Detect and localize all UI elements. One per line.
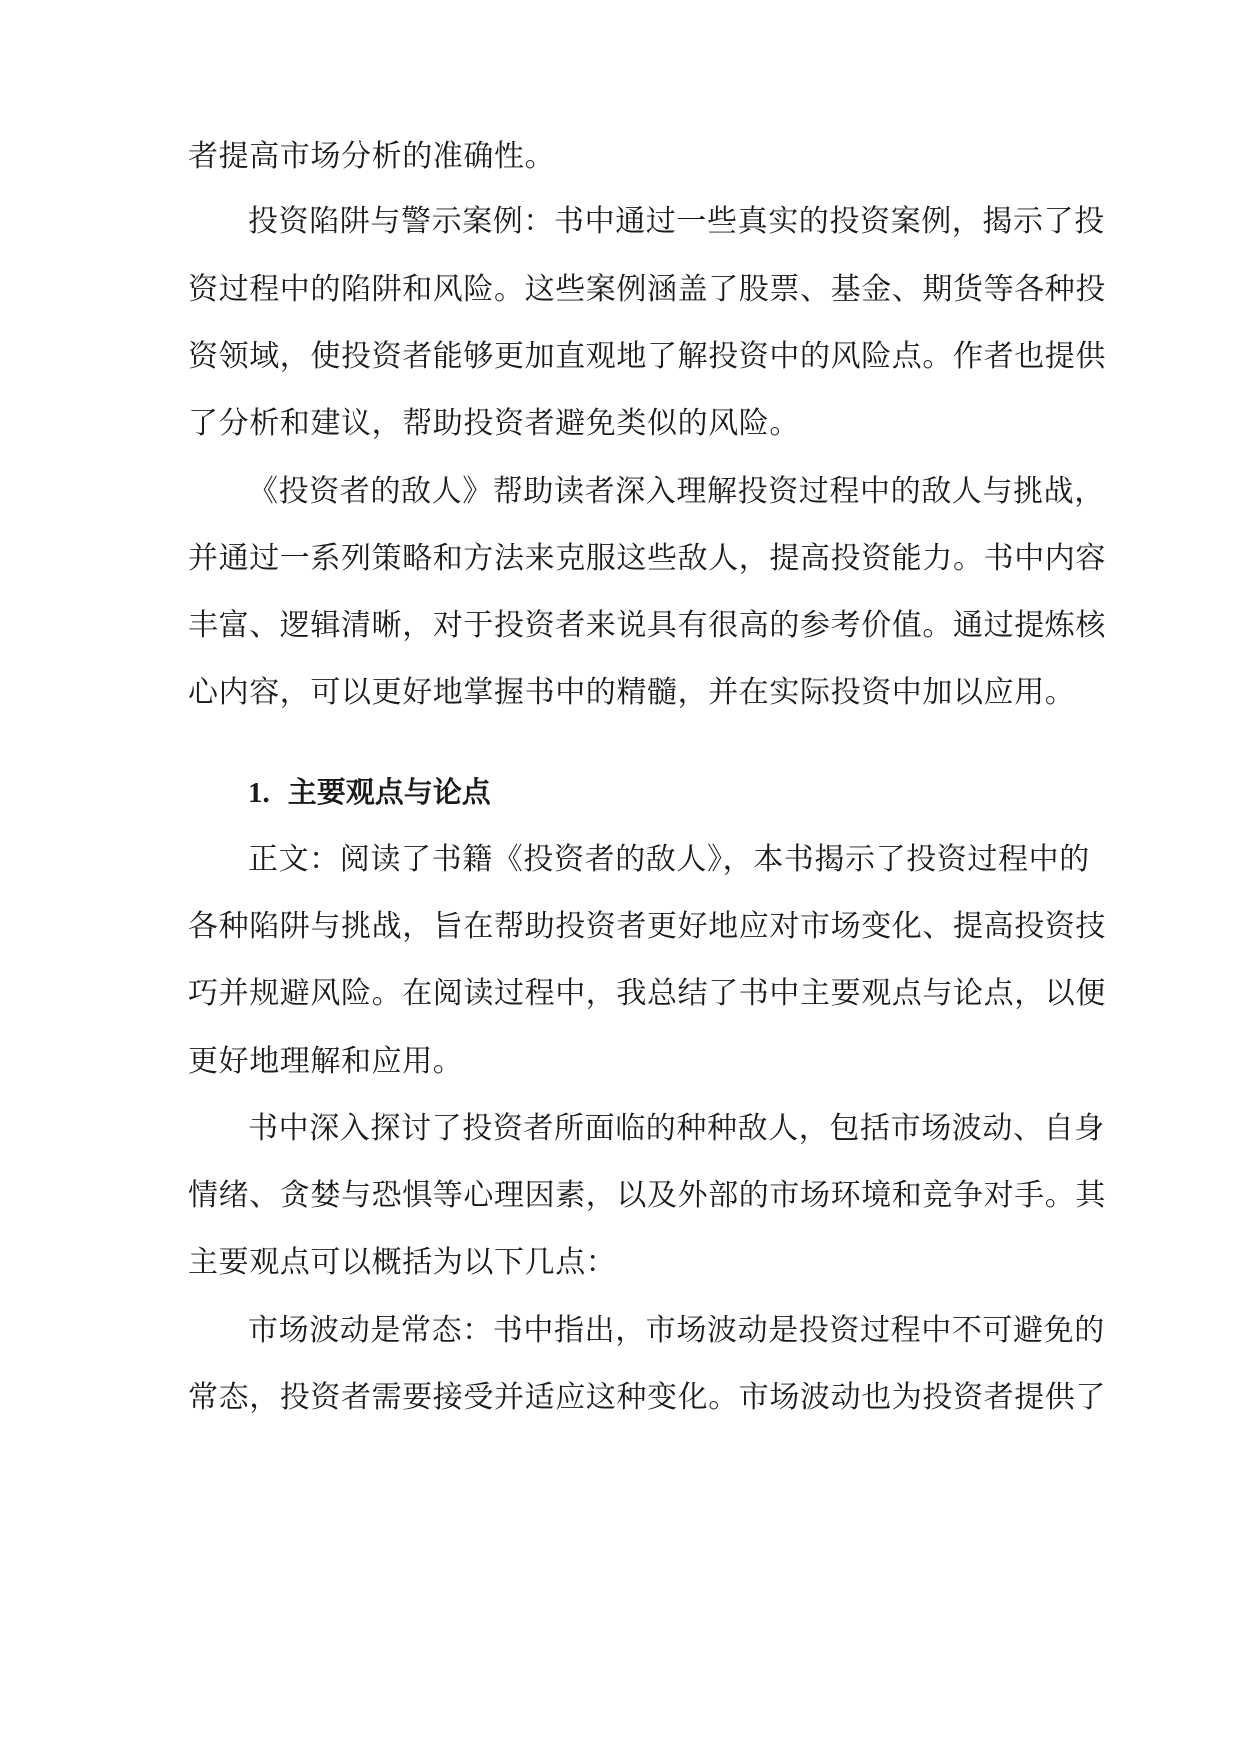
paragraph-line: 投资陷阱与警示案例：书中通过一些真实的投资案例，揭示了投 <box>248 204 1105 239</box>
paragraph-line: 资领域，使投资者能够更加直观地了解投资中的风险点。作者也提供 <box>188 339 1106 374</box>
paragraph-line: 丰富、逻辑清晰，对于投资者来说具有很高的参考价值。通过提炼核 <box>188 608 1106 643</box>
paragraph-line: 正文：阅读了书籍《投资者的敌人》，本书揭示了投资过程中的 <box>248 842 1090 877</box>
section-number: 1. <box>248 777 270 809</box>
paragraph-line: 书中深入探讨了投资者所面临的种种敌人，包括市场波动、自身 <box>248 1111 1105 1146</box>
paragraph-line: 更好地理解和应用。 <box>188 1044 464 1079</box>
paragraph-line: 心内容，可以更好地掌握书中的精髓，并在实际投资中加以应用。 <box>188 675 1076 710</box>
paragraph-line: 了分析和建议，帮助投资者避免类似的风险。 <box>188 406 800 441</box>
paragraph-line: 资过程中的陷阱和风险。这些案例涵盖了股票、基金、期货等各种投 <box>188 272 1106 307</box>
paragraph-line: 巧并规避风险。在阅读过程中，我总结了书中主要观点与论点，以便 <box>188 976 1106 1011</box>
paragraph-line: 者提高市场分析的准确性。 <box>188 139 556 174</box>
paragraph-line: 市场波动是常态：书中指出，市场波动是投资过程中不可避免的 <box>248 1313 1105 1348</box>
paragraph-line: 主要观点可以概括为以下几点： <box>188 1245 617 1280</box>
paragraph-line: 并通过一系列策略和方法来克服这些敌人，提高投资能力。书中内容 <box>188 541 1106 576</box>
paragraph-line: 常态，投资者需要接受并适应这种变化。市场波动也为投资者提供了 <box>188 1380 1106 1415</box>
paragraph-line: 《投资者的敌人》帮助读者深入理解投资过程中的敌人与挑战， <box>248 474 1105 509</box>
section-title: 主要观点与论点 <box>287 775 491 809</box>
paragraph-line: 情绪、贪婪与恐惧等心理因素，以及外部的市场环境和竞争对手。其 <box>188 1178 1106 1213</box>
paragraph-line: 各种陷阱与挑战，旨在帮助投资者更好地应对市场变化、提高投资技 <box>188 909 1106 944</box>
section-heading <box>248 772 491 813</box>
